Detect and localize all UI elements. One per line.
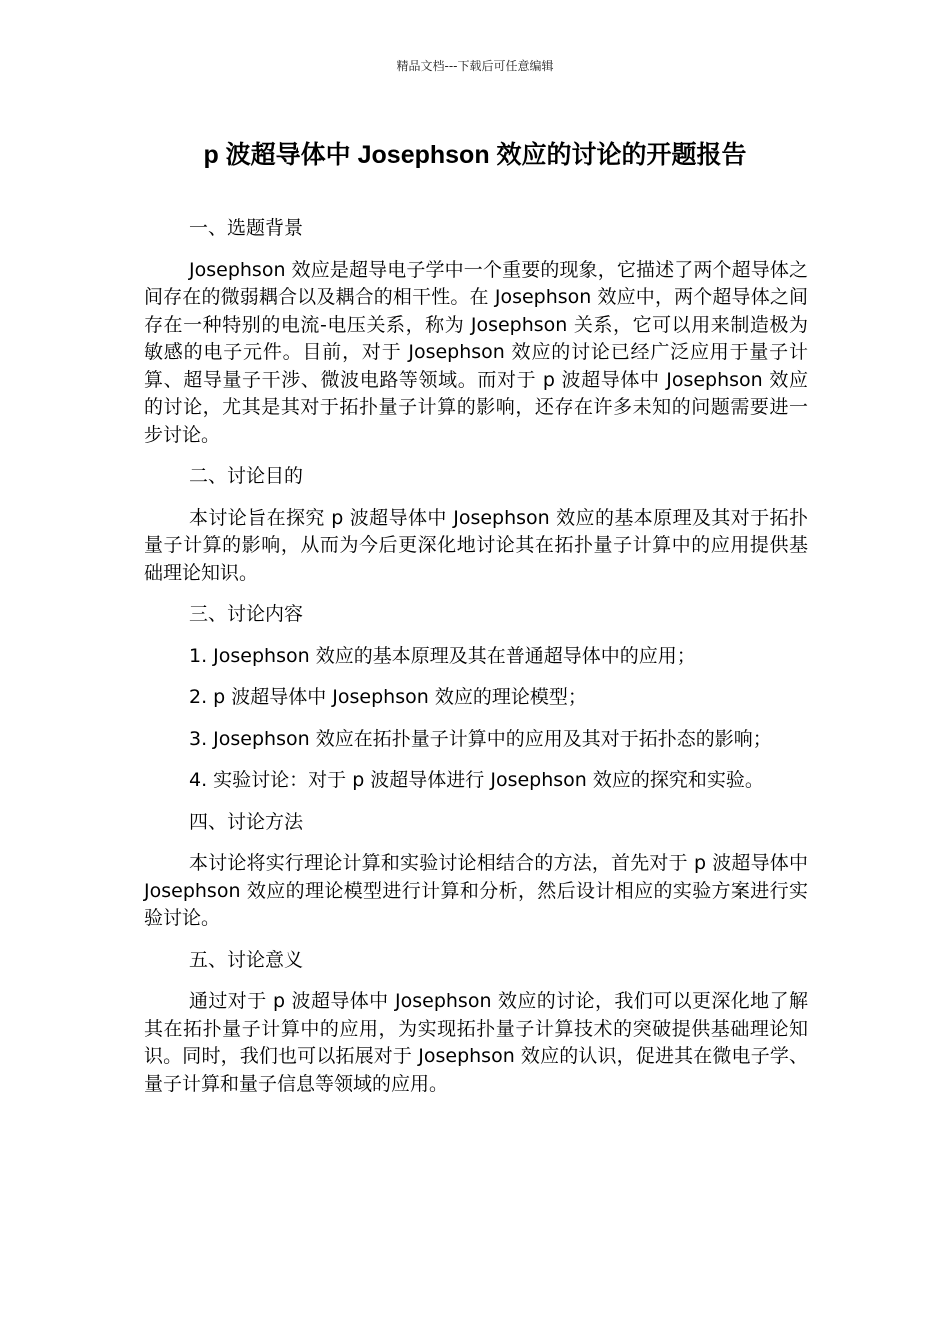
section-paragraph: 本讨论旨在探究 p 波超导体中 Josephson 效应的基本原理及其对于拓扑量子计算的影响，从而为今后更深化地讨论其在拓扑量子计算中的应用提供基础理论知识。 bbox=[144, 506, 808, 584]
list-item: 3. Josephson 效应在拓扑量子计算中的应用及其对于拓扑态的影响； bbox=[189, 727, 772, 750]
section-paragraph: 通过对于 p 波超导体中 Josephson 效应的讨论，我们可以更深化地了解其在拓扑量子计算中的应用，为实现拓扑量子计算技术的突破提供基础理论知识。同时，我们也可以拓展对于 Josephson 效应的认识，促进其在微电子学、量子计算和量子信息等领域的应用。 bbox=[144, 990, 808, 1095]
document-title: p 波超导体中 Josephson 效应的讨论的开题报告 bbox=[203, 141, 747, 169]
section-paragraph: 本讨论将实行理论计算和实验讨论相结合的方法，首先对于 p 波超导体中 Josephson 效应的理论模型进行计算和分析，然后设计相应的实验方案进行实验讨论。 bbox=[144, 852, 808, 929]
section-heading: 二、讨论目的 bbox=[189, 465, 304, 487]
section-paragraph: Josephson 效应是超导电子学中一个重要的现象，它描述了两个超导体之间存在的微弱耦合以及耦合的相干性。在 Josephson 效应中，两个超导体之间存在一种特别的电流-电压关系，称为 Josephson 关系，它可以用来制造极为敏感的电子元件。目前，对于 Josephson 效应的讨论已经广泛应用于量子计算、超导量子干涉、微波电路等领域。而对于 p 波超导体中 Josephson 效应的讨论，尤其是其对于拓扑量子计算的影响，还存在许多未知的问题需要进一步讨论。 bbox=[144, 258, 808, 446]
section-content bbox=[144, 601, 808, 795]
list-item: 4. 实验讨论：对于 p 波超导体进行 Josephson 效应的探究和实验。 bbox=[189, 769, 764, 791]
header-note: 精品文档---下载后可任意编辑 bbox=[396, 59, 554, 73]
list-item: 1. Josephson 效应的基本原理及其在普通超导体中的应用； bbox=[189, 644, 696, 667]
section-background bbox=[144, 215, 808, 449]
section-heading: 三、讨论内容 bbox=[189, 603, 304, 625]
section-heading: 四、讨论方法 bbox=[189, 810, 304, 833]
section-significance bbox=[144, 947, 808, 1099]
section-purpose bbox=[144, 463, 808, 587]
list-item: 2. p 波超导体中 Josephson 效应的理论模型； bbox=[189, 686, 587, 708]
section-heading: 五、讨论意义 bbox=[189, 948, 304, 971]
section-heading: 一、选题背景 bbox=[189, 217, 304, 239]
section-method bbox=[144, 809, 808, 933]
document-body bbox=[144, 215, 808, 1112]
